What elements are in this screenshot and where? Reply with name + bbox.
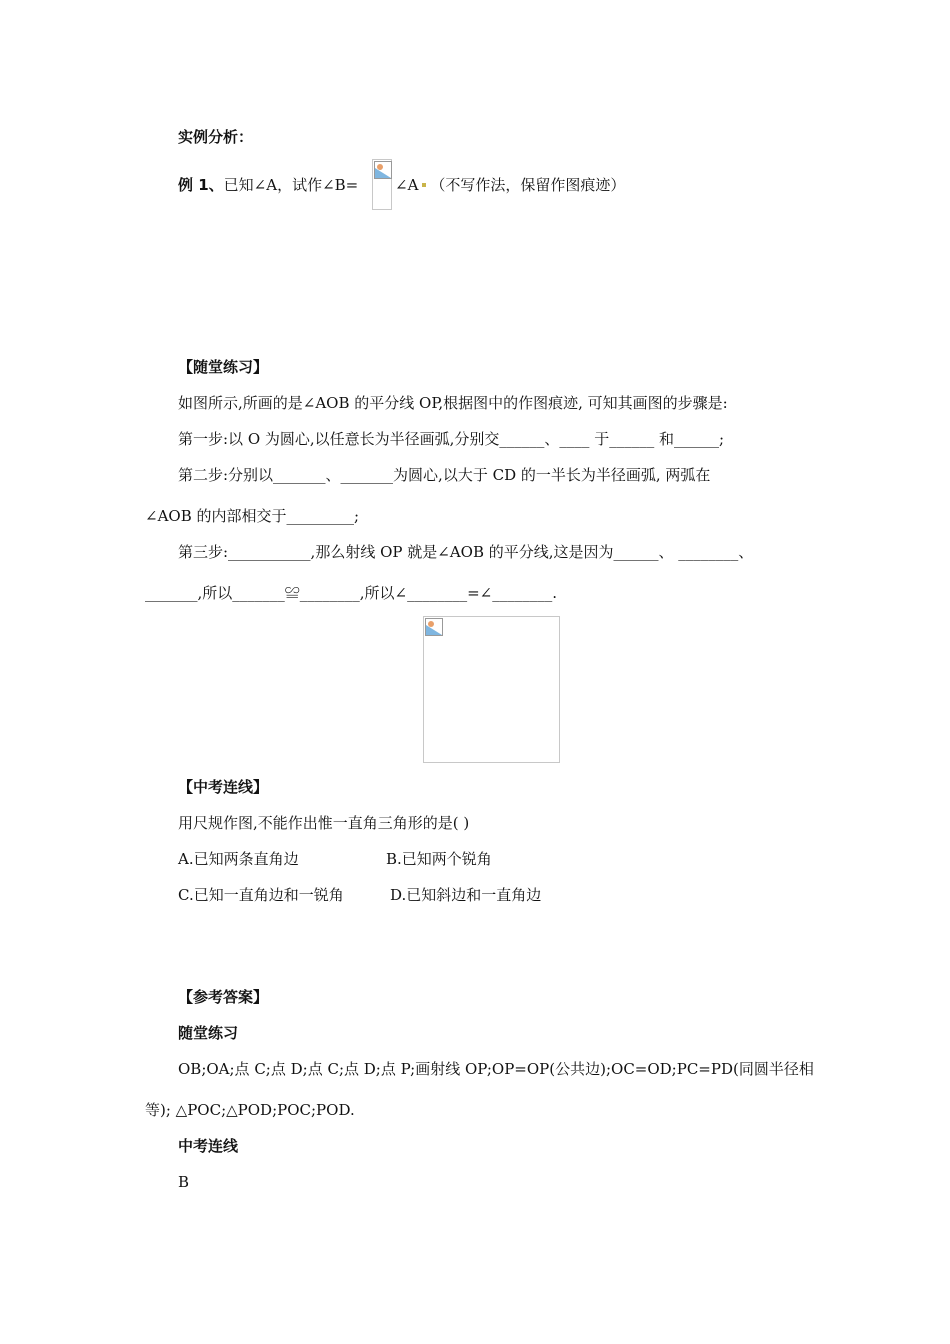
practice-step2-b: ∠AOB 的内部相交于_________; xyxy=(145,507,360,525)
example-1-line-end xyxy=(395,174,625,196)
example-note: （不写作法，保留作图痕迹） xyxy=(430,176,626,194)
practice-step3-a: 第三步:___________,那么射线 OP 就是∠AOB 的平分线,这是因为______、 ________、 xyxy=(178,543,754,561)
answers-practice-heading: 随堂练习 xyxy=(178,1024,239,1042)
answers-practice-line1: OB;OA;点 C;点 D;点 C;点 D;点 P;画射线 OP;OP=OP(公共边);OC=OD;PC=PD(同圆半径相 xyxy=(178,1060,814,1078)
exam-option-b: B.已知两个锐角 xyxy=(386,850,492,868)
example-label: 例 1、 xyxy=(178,176,224,194)
example-text-after: ∠A xyxy=(395,176,419,194)
example-heading: 实例分析： xyxy=(178,128,254,146)
exam-option-a: A.已知两条直角边 xyxy=(178,850,299,868)
missing-image-figure xyxy=(423,616,560,763)
broken-image-icon xyxy=(374,161,392,179)
example-text-before: 已知∠A，试作∠B= xyxy=(223,176,359,194)
broken-image-icon xyxy=(425,618,443,636)
exam-option-d: D.已知斜边和一直角边 xyxy=(390,886,542,904)
missing-image-fraction xyxy=(372,159,392,210)
answers-practice-line2: 等); △POC;△POD;POC;POD. xyxy=(145,1101,355,1119)
practice-step3-b: _______,所以_______≌________,所以∠________=∠________. xyxy=(145,584,558,602)
practice-intro: 如图所示,所画的是∠AOB 的平分线 OP,根据图中的作图痕迹, 可知其画图的步骤是: xyxy=(178,394,728,412)
example-1-line xyxy=(178,174,358,196)
exam-heading: 【中考连线】 xyxy=(178,778,269,796)
practice-step2-a: 第二步:分别以_______、_______为圆心,以大于 CD 的一半长为半径画弧, 两弧在 xyxy=(178,466,711,484)
exam-option-c: C.已知一直角边和一锐角 xyxy=(178,886,344,904)
answers-heading: 【参考答案】 xyxy=(178,988,269,1006)
practice-step1: 第一步:以 O 为圆心,以任意长为半径画弧,分别交______、____ 于______ 和______; xyxy=(178,430,725,448)
practice-heading: 【随堂练习】 xyxy=(178,358,269,376)
answers-exam-answer: B xyxy=(178,1173,190,1191)
answers-exam-heading: 中考连线 xyxy=(178,1137,239,1155)
exam-question: 用尺规作图,不能作出惟一直角三角形的是( ) xyxy=(178,814,470,832)
marker-dot xyxy=(422,183,426,187)
